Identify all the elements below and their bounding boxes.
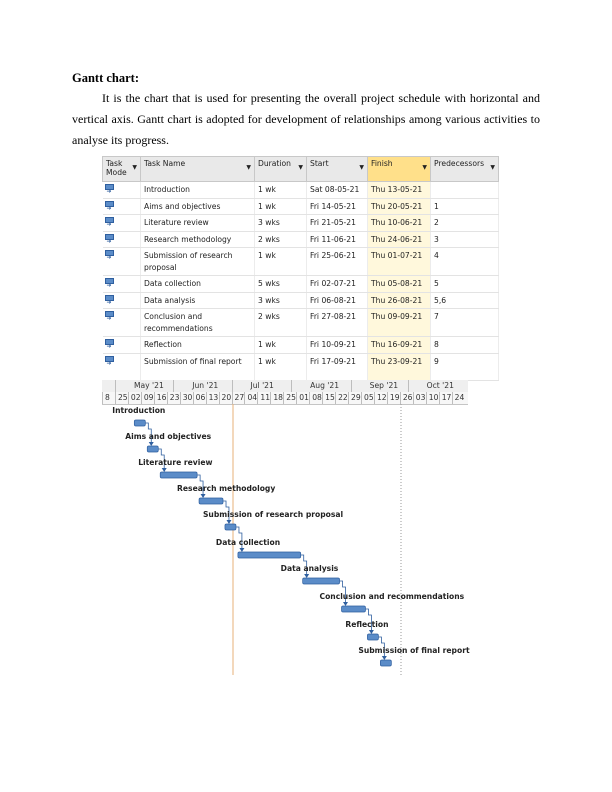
task-mode-cell[interactable] bbox=[103, 215, 141, 232]
predecessors-cell[interactable] bbox=[431, 182, 499, 199]
gantt-task-label: Aims and objectives bbox=[125, 432, 212, 441]
duration-cell[interactable]: 3 wks bbox=[255, 215, 307, 232]
dependency-arrow-icon bbox=[239, 548, 244, 552]
table-row[interactable] bbox=[103, 198, 499, 215]
gantt-bar[interactable] bbox=[225, 524, 236, 530]
dependency-arrow-icon bbox=[343, 602, 348, 606]
timescale-week: 29 bbox=[348, 392, 361, 404]
timescale-week: 03 bbox=[413, 392, 426, 404]
gantt-bar[interactable] bbox=[160, 472, 197, 478]
timescale-week: 22 bbox=[335, 392, 348, 404]
auto-schedule-icon bbox=[105, 233, 114, 242]
gantt-task-label: Literature review bbox=[138, 458, 213, 467]
start-cell[interactable]: Fri 21-05-21 bbox=[307, 215, 368, 232]
col-predecessors[interactable]: Predecessors ▼ bbox=[431, 157, 499, 182]
col-task-name[interactable]: Task Name ▼ bbox=[141, 157, 255, 182]
dependency-arrow-icon bbox=[304, 574, 309, 578]
start-cell[interactable]: Fri 27-08-21 bbox=[307, 309, 368, 337]
dropdown-arrow-icon[interactable]: ▼ bbox=[246, 164, 251, 171]
col-finish[interactable]: Finish ▼ bbox=[368, 157, 431, 182]
task-name-cell[interactable]: Data analysis bbox=[141, 292, 255, 309]
timescale-week: 27 bbox=[232, 392, 245, 404]
task-mode-cell[interactable] bbox=[103, 182, 141, 199]
finish-cell[interactable]: Thu 13-05-21 bbox=[368, 182, 431, 199]
start-cell[interactable]: Fri 02-07-21 bbox=[307, 276, 368, 293]
gantt-task-label: Data analysis bbox=[280, 564, 339, 573]
table-row[interactable] bbox=[103, 231, 499, 248]
dependency-arrow-icon bbox=[369, 630, 374, 634]
col-start[interactable]: Start ▼ bbox=[307, 157, 368, 182]
gantt-bar[interactable] bbox=[199, 498, 223, 504]
timescale-week: 24 bbox=[452, 392, 465, 404]
dropdown-arrow-icon[interactable]: ▼ bbox=[298, 164, 303, 171]
gantt-bar[interactable] bbox=[134, 420, 145, 426]
timescale-week: 05 bbox=[361, 392, 374, 404]
dropdown-arrow-icon[interactable]: ▼ bbox=[490, 164, 495, 171]
finish-cell[interactable]: Thu 23-09-21 bbox=[368, 353, 431, 380]
timescale-week: 09 bbox=[141, 392, 154, 404]
table-row[interactable] bbox=[103, 309, 499, 337]
timescale-week: 25 bbox=[115, 392, 128, 404]
auto-schedule-icon bbox=[105, 183, 114, 192]
duration-cell[interactable]: 2 wks bbox=[255, 231, 307, 248]
timescale-week: 30 bbox=[180, 392, 193, 404]
gantt-task-label: Reflection bbox=[345, 620, 389, 629]
timescale-week: 18 bbox=[270, 392, 283, 404]
timescale-week: 06 bbox=[193, 392, 206, 404]
gantt-task-label: Research methodology bbox=[177, 484, 276, 493]
duration-cell[interactable]: 1 wk bbox=[255, 337, 307, 354]
predecessors-cell[interactable]: 2 bbox=[431, 215, 499, 232]
table-header-row bbox=[103, 157, 499, 182]
gantt-chart bbox=[102, 380, 468, 680]
timescale-week: 08 bbox=[309, 392, 322, 404]
finish-cell[interactable]: Thu 24-06-21 bbox=[368, 231, 431, 248]
start-cell[interactable]: Fri 17-09-21 bbox=[307, 353, 368, 380]
timescale-week: 26 bbox=[400, 392, 413, 404]
predecessors-cell[interactable]: 4 bbox=[431, 248, 499, 276]
timescale-month: Sep '21 bbox=[351, 380, 398, 392]
dependency-arrow-icon bbox=[382, 656, 387, 660]
timescale-week: 19 bbox=[387, 392, 400, 404]
timescale-week: 23 bbox=[167, 392, 180, 404]
gantt-task-label: Data collection bbox=[215, 538, 281, 547]
duration-cell[interactable]: 2 wks bbox=[255, 309, 307, 337]
task-name-cell[interactable]: Conclusion and recommendations bbox=[141, 309, 255, 337]
gantt-task-label: Submission of final report bbox=[358, 646, 470, 655]
task-name-cell[interactable]: Submission of final report bbox=[141, 353, 255, 380]
auto-schedule-icon bbox=[105, 277, 114, 286]
dependency-arrow-icon bbox=[149, 442, 154, 446]
task-mode-cell[interactable] bbox=[103, 309, 141, 337]
predecessors-cell[interactable]: 1 bbox=[431, 198, 499, 215]
table-row[interactable] bbox=[103, 292, 499, 309]
table-row[interactable] bbox=[103, 215, 499, 232]
task-mode-cell[interactable] bbox=[103, 292, 141, 309]
task-name-cell[interactable]: Research methodology bbox=[141, 231, 255, 248]
timescale-month: Oct '21 bbox=[408, 380, 454, 392]
duration-cell[interactable]: 1 wk bbox=[255, 182, 307, 199]
auto-schedule-icon bbox=[105, 355, 114, 364]
gantt-bar[interactable] bbox=[303, 578, 340, 584]
timescale-week: 25 bbox=[283, 392, 296, 404]
timescale-week: 16 bbox=[154, 392, 167, 404]
col-task-mode[interactable]: Task Mode ▼ bbox=[103, 157, 141, 182]
task-name-cell[interactable]: Submission of research proposal bbox=[141, 248, 255, 276]
duration-cell[interactable]: 5 wks bbox=[255, 276, 307, 293]
gantt-task-label: Submission of research proposal bbox=[202, 510, 344, 519]
gantt-bars bbox=[102, 380, 468, 680]
task-mode-cell[interactable] bbox=[103, 248, 141, 276]
duration-cell[interactable]: 1 wk bbox=[255, 353, 307, 380]
task-name-cell[interactable]: Data collection bbox=[141, 276, 255, 293]
predecessors-cell[interactable]: 5,6 bbox=[431, 292, 499, 309]
duration-cell[interactable]: 3 wks bbox=[255, 292, 307, 309]
auto-schedule-icon bbox=[105, 216, 114, 225]
timescale-week: 10 bbox=[426, 392, 439, 404]
task-name-cell[interactable]: Literature review bbox=[141, 215, 255, 232]
predecessors-cell[interactable]: 9 bbox=[431, 353, 499, 380]
timescale-week: 13 bbox=[206, 392, 219, 404]
predecessors-cell[interactable]: 3 bbox=[431, 231, 499, 248]
table-row[interactable] bbox=[103, 337, 499, 354]
timescale-week: 04 bbox=[244, 392, 257, 404]
dependency-arrow-icon bbox=[162, 468, 167, 472]
timescale-week: 15 bbox=[322, 392, 335, 404]
finish-cell[interactable]: Thu 26-08-21 bbox=[368, 292, 431, 309]
start-cell[interactable]: Sat 08-05-21 bbox=[307, 182, 368, 199]
task-mode-cell[interactable] bbox=[103, 231, 141, 248]
timescale-month: Jun '21 bbox=[173, 380, 218, 392]
task-name-cell[interactable]: Aims and objectives bbox=[141, 198, 255, 215]
start-cell[interactable]: Fri 10-09-21 bbox=[307, 337, 368, 354]
finish-cell[interactable]: Thu 01-07-21 bbox=[368, 248, 431, 276]
finish-cell[interactable]: Thu 20-05-21 bbox=[368, 198, 431, 215]
gantt-task-label: Conclusion and recommendations bbox=[319, 592, 465, 601]
gantt-bar[interactable] bbox=[367, 634, 378, 640]
start-cell[interactable]: Fri 06-08-21 bbox=[307, 292, 368, 309]
timescale-week: 12 bbox=[374, 392, 387, 404]
dependency-arrow-icon bbox=[201, 494, 206, 498]
finish-cell[interactable]: Thu 09-09-21 bbox=[368, 309, 431, 337]
dropdown-arrow-icon[interactable]: ▼ bbox=[359, 164, 364, 171]
col-duration[interactable]: Duration ▼ bbox=[255, 157, 307, 182]
auto-schedule-icon bbox=[105, 294, 114, 303]
gantt-bar[interactable] bbox=[342, 606, 366, 612]
task-table bbox=[102, 156, 499, 381]
auto-schedule-icon bbox=[105, 338, 114, 347]
start-cell[interactable]: Fri 11-06-21 bbox=[307, 231, 368, 248]
dropdown-arrow-icon[interactable]: ▼ bbox=[422, 164, 427, 171]
start-cell[interactable]: Fri 25-06-21 bbox=[307, 248, 368, 276]
start-cell[interactable]: Fri 14-05-21 bbox=[307, 198, 368, 215]
task-name-cell[interactable]: Reflection bbox=[141, 337, 255, 354]
gantt-bar[interactable] bbox=[238, 552, 301, 558]
task-mode-cell[interactable] bbox=[103, 337, 141, 354]
duration-cell[interactable]: 1 wk bbox=[255, 248, 307, 276]
gantt-bar[interactable] bbox=[380, 660, 391, 666]
table-row[interactable] bbox=[103, 182, 499, 199]
timescale-week: 02 bbox=[128, 392, 141, 404]
timescale-week: 17 bbox=[439, 392, 452, 404]
duration-cell[interactable]: 1 wk bbox=[255, 198, 307, 215]
timescale-month: Aug '21 bbox=[291, 380, 339, 392]
timescale-month: Jul '21 bbox=[232, 380, 274, 392]
gantt-bar[interactable] bbox=[147, 446, 158, 452]
body-paragraph: It is the chart that is used for presenting the overall project schedule with horizontal and vertical axis. Gantt chart is adopted for development of relationships among various activities to analyse its progress. bbox=[72, 91, 540, 147]
finish-cell[interactable]: Thu 10-06-21 bbox=[368, 215, 431, 232]
dependency-arrow-icon bbox=[226, 520, 231, 524]
task-mode-cell[interactable] bbox=[103, 276, 141, 293]
gantt-task-label: Introduction bbox=[112, 406, 166, 415]
table-row[interactable] bbox=[103, 248, 499, 276]
predecessors-cell[interactable]: 8 bbox=[431, 337, 499, 354]
timescale-week: 11 bbox=[257, 392, 270, 404]
auto-schedule-icon bbox=[105, 310, 114, 319]
task-mode-cell[interactable] bbox=[103, 198, 141, 215]
dropdown-arrow-icon[interactable]: ▼ bbox=[132, 164, 137, 171]
timescale-week: 01 bbox=[296, 392, 309, 404]
finish-cell[interactable]: Thu 16-09-21 bbox=[368, 337, 431, 354]
predecessors-cell[interactable]: 5 bbox=[431, 276, 499, 293]
finish-cell[interactable]: Thu 05-08-21 bbox=[368, 276, 431, 293]
timescale-week: 8 bbox=[102, 392, 115, 404]
timescale-month: May '21 bbox=[115, 380, 164, 392]
table-row[interactable] bbox=[103, 276, 499, 293]
task-mode-cell[interactable] bbox=[103, 353, 141, 380]
timescale-week: 20 bbox=[219, 392, 232, 404]
auto-schedule-icon bbox=[105, 200, 114, 209]
task-name-cell[interactable]: Introduction bbox=[141, 182, 255, 199]
table-row[interactable] bbox=[103, 353, 499, 380]
auto-schedule-icon bbox=[105, 249, 114, 258]
section-heading: Gantt chart: bbox=[72, 71, 139, 85]
predecessors-cell[interactable]: 7 bbox=[431, 309, 499, 337]
